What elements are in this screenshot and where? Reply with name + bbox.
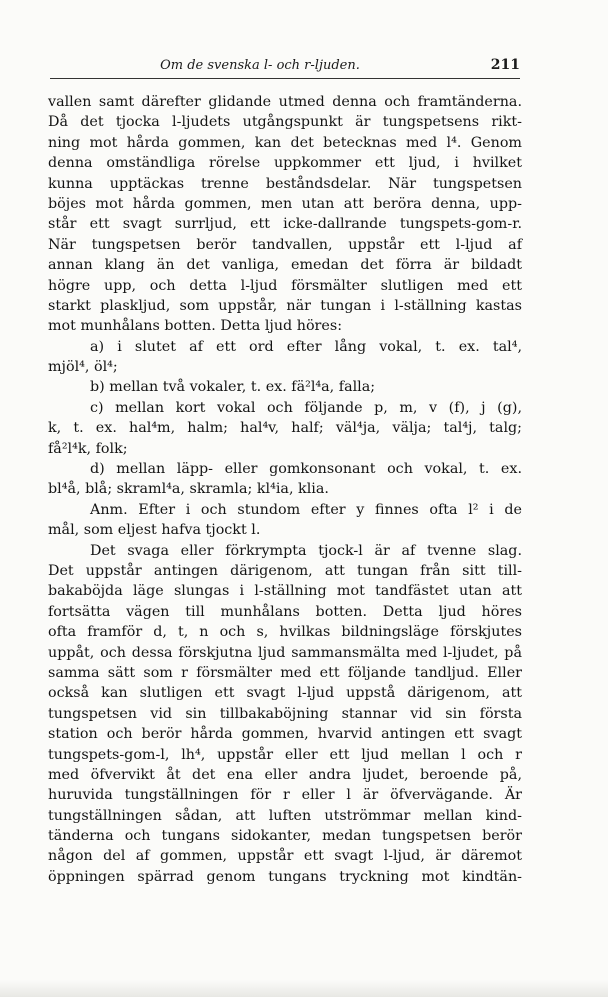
text-line: a) i slutet af ett ord efter lång vokal, t. ex. tal⁴, xyxy=(90,338,522,355)
text-line: bakaböjda läge slungas i l-ställning mot tandfästet utan att xyxy=(48,583,522,600)
text-line: mjöl⁴, öl⁴; xyxy=(48,359,118,376)
text-line: fortsätta vägen till munhålans botten. Detta ljud höres xyxy=(48,603,522,620)
text-line: ofta framför d, t, n och s, hvilkas bildningsläge förskjutes xyxy=(48,624,522,641)
running-header xyxy=(50,56,520,76)
text-line: också kan slutligen ett svagt l-ljud uppstå därigenom, att xyxy=(48,685,522,702)
text-line: bl⁴å, blå; skraml⁴a, skramla; kl⁴ia, klia. xyxy=(48,481,329,498)
page-bottom-edge xyxy=(0,980,608,997)
text-line: huruvida tungställningen för r eller l är öfvervägande. Är xyxy=(48,787,522,804)
text-line: c) mellan kort vokal och följande p, m, v (f), j (g), xyxy=(90,399,522,416)
page-number: 211 xyxy=(490,57,520,73)
text-line: vallen samt därefter glidande utmed denna och framtänderna. xyxy=(48,94,522,110)
text-line: öppningen spärrad genom tungans tryckning mot kindtän- xyxy=(48,868,522,885)
text-line: uppåt, och dessa förskjutna ljud sammansmälta med l-ljudet, på xyxy=(48,644,522,661)
text-line: samma sätt som r försmälter med ett följande tandljud. Eller xyxy=(48,664,522,681)
text-line: kunna upptäckas trenne beståndsdelar. När tungspetsen xyxy=(48,175,522,192)
text-line: ning mot hårda gommen, kan det betecknas med l⁴. Genom xyxy=(48,134,522,151)
text-line: k, t. ex. hal⁴m, halm; hal⁴v, half; väl⁴ja, välja; tal⁴j, talg; xyxy=(48,420,522,437)
text-line: står ett svagt surrljud, ett icke-dallrande tungspets-gom-r. xyxy=(48,216,522,233)
text-line: annan klang än det vanliga, emedan det förra är bildadt xyxy=(48,257,522,274)
text-line: mål, som eljest hafva tjockt l. xyxy=(48,522,261,539)
text-line: När tungspetsen berör tandvallen, uppstår ett l-ljud af xyxy=(48,236,522,253)
text-line: b) mellan två vokaler, t. ex. fä²l⁴a, falla; xyxy=(90,379,376,396)
text-line: böjes mot hårda gommen, men utan att beröra denna, upp- xyxy=(48,195,522,212)
text-line: tungspets-gom-l, lh⁴, uppstår eller ett ljud mellan l och r xyxy=(48,746,522,763)
text-line: Då det tjocka l-ljudets utgångspunkt är tungspetsens rikt- xyxy=(48,114,522,131)
text-line: tänderna och tungans sidokanter, medan tungspetsen berör xyxy=(48,828,522,845)
text-line: tungspetsen vid sin tillbakaböjning stannar vid sin första xyxy=(48,705,522,722)
text-line: denna omständliga rörelse uppkommer ett ljud, i hvilket xyxy=(48,155,522,172)
text-line: Det uppstår antingen därigenom, att tungan från sitt till- xyxy=(48,562,522,579)
running-title: Om de svenska l- och r-ljuden. xyxy=(160,58,360,73)
text-line: starkt plaskljud, som uppstår, när tungan i l-ställning kastas xyxy=(48,297,522,314)
text-line: med öfvervikt åt det ena eller andra ljudet, beroende på, xyxy=(48,766,522,783)
text-line: station och berör hårda gommen, hvarvid antingen ett svagt xyxy=(48,726,522,743)
text-line: Det svaga eller förkrympta tjock-l är af tvenne slag. xyxy=(90,542,522,559)
text-line: få²l⁴k, folk; xyxy=(48,440,128,457)
text-line: tungställningen sådan, att luften utströmmar mellan kind- xyxy=(48,807,522,824)
text-line: mot munhålans botten. Detta ljud höres: xyxy=(48,318,343,335)
text-line: högre upp, och detta l-ljud försmälter slutligen med ett xyxy=(48,277,522,294)
text-line: Anm. Efter i och stundom efter y finnes ofta l² i de xyxy=(90,501,522,518)
header-rule xyxy=(50,78,520,79)
body-text xyxy=(48,92,522,887)
text-line: någon del af gommen, uppstår ett svagt l-ljud, är däremot xyxy=(48,848,522,865)
text-line: d) mellan läpp- eller gomkonsonant och vokal, t. ex. xyxy=(90,461,522,478)
